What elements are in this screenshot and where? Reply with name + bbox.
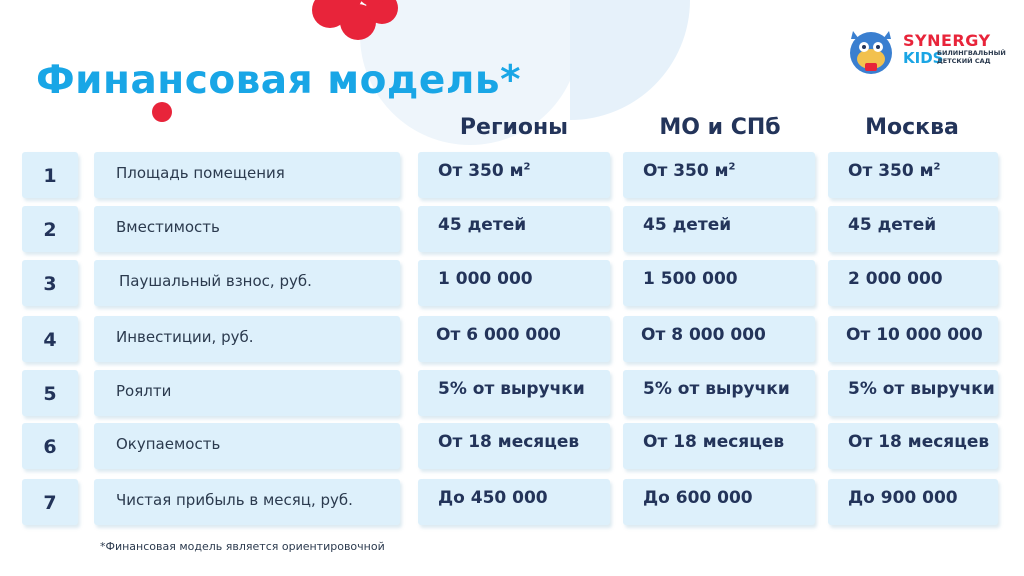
page-title: Финансовая модель* (36, 58, 521, 103)
value-text (643, 488, 753, 508)
value-text (848, 161, 941, 181)
value-main: От 6 000 000 (436, 325, 561, 345)
row-number: 4 (43, 329, 57, 351)
value-main: От 350 м (643, 161, 729, 181)
logo (845, 25, 1005, 80)
value-text (438, 215, 526, 235)
logo-line2: KIDS (903, 49, 944, 67)
value-text (846, 325, 983, 345)
value-main: 5% от выручки (438, 379, 585, 399)
column-header-moscow: Москва (865, 115, 959, 140)
value-text (848, 379, 995, 399)
column-header-mo-spb: МО и СПб (659, 115, 781, 140)
value-main: 2 000 000 (848, 269, 943, 289)
value-main: 5% от выручки (848, 379, 995, 399)
value-main: 45 детей (848, 215, 937, 235)
value-main: От 18 месяцев (848, 432, 990, 452)
value-main: От 18 месяцев (643, 432, 785, 452)
value-main: От 350 м (438, 161, 524, 181)
row-label: Чистая прибыль в месяц, руб. (116, 491, 353, 509)
value-text (438, 488, 548, 508)
value-text (641, 325, 766, 345)
decor-leaf (570, 0, 690, 120)
value-text (438, 379, 585, 399)
value-text (438, 269, 533, 289)
value-main: 1 500 000 (643, 269, 738, 289)
row-label: Инвестиции, руб. (116, 328, 254, 346)
row-number: 3 (43, 273, 57, 295)
value-main: До 900 000 (848, 488, 958, 508)
row-number: 5 (43, 383, 57, 405)
value-main: От 10 000 000 (846, 325, 983, 345)
value-main: До 600 000 (643, 488, 753, 508)
value-main: До 450 000 (438, 488, 548, 508)
row-label: Вместимость (116, 218, 220, 236)
value-superscript: 2 (523, 161, 531, 173)
value-main: От 18 месяцев (438, 432, 580, 452)
footnote: *Финансовая модель является ориентировочной (100, 540, 385, 553)
row-label: Паушальный взнос, руб. (119, 272, 312, 290)
value-text (438, 432, 579, 452)
value-text (848, 269, 943, 289)
value-main: 5% от выручки (643, 379, 790, 399)
value-main: От 350 м (848, 161, 934, 181)
value-text (438, 161, 531, 181)
logo-line1: SYNERGY (903, 31, 991, 50)
value-superscript: 2 (933, 161, 941, 173)
row-number: 6 (43, 436, 57, 458)
mascot-icon (845, 25, 899, 79)
row-number: 7 (43, 492, 57, 514)
value-main: 45 детей (643, 215, 732, 235)
value-text (643, 269, 738, 289)
row-number: 2 (43, 219, 57, 241)
row-label: Окупаемость (116, 435, 221, 453)
value-text (848, 215, 936, 235)
value-text (643, 161, 736, 181)
value-main: 45 детей (438, 215, 527, 235)
value-main: 1 000 000 (438, 269, 533, 289)
value-text (643, 432, 784, 452)
logo-subtitle: БИЛИНГВАЛЬНЫЙ ДЕТСКИЙ САД (937, 49, 1006, 65)
row-label: Роялти (116, 382, 172, 400)
column-header-regions: Регионы (459, 115, 569, 140)
value-superscript: 2 (728, 161, 736, 173)
value-text (848, 432, 989, 452)
value-text (436, 325, 561, 345)
decor-dot (152, 102, 172, 122)
value-text (643, 215, 731, 235)
row-label: Площадь помещения (116, 164, 285, 182)
value-text (643, 379, 790, 399)
value-main: От 8 000 000 (641, 325, 766, 345)
row-number: 1 (43, 165, 57, 187)
value-text (848, 488, 958, 508)
